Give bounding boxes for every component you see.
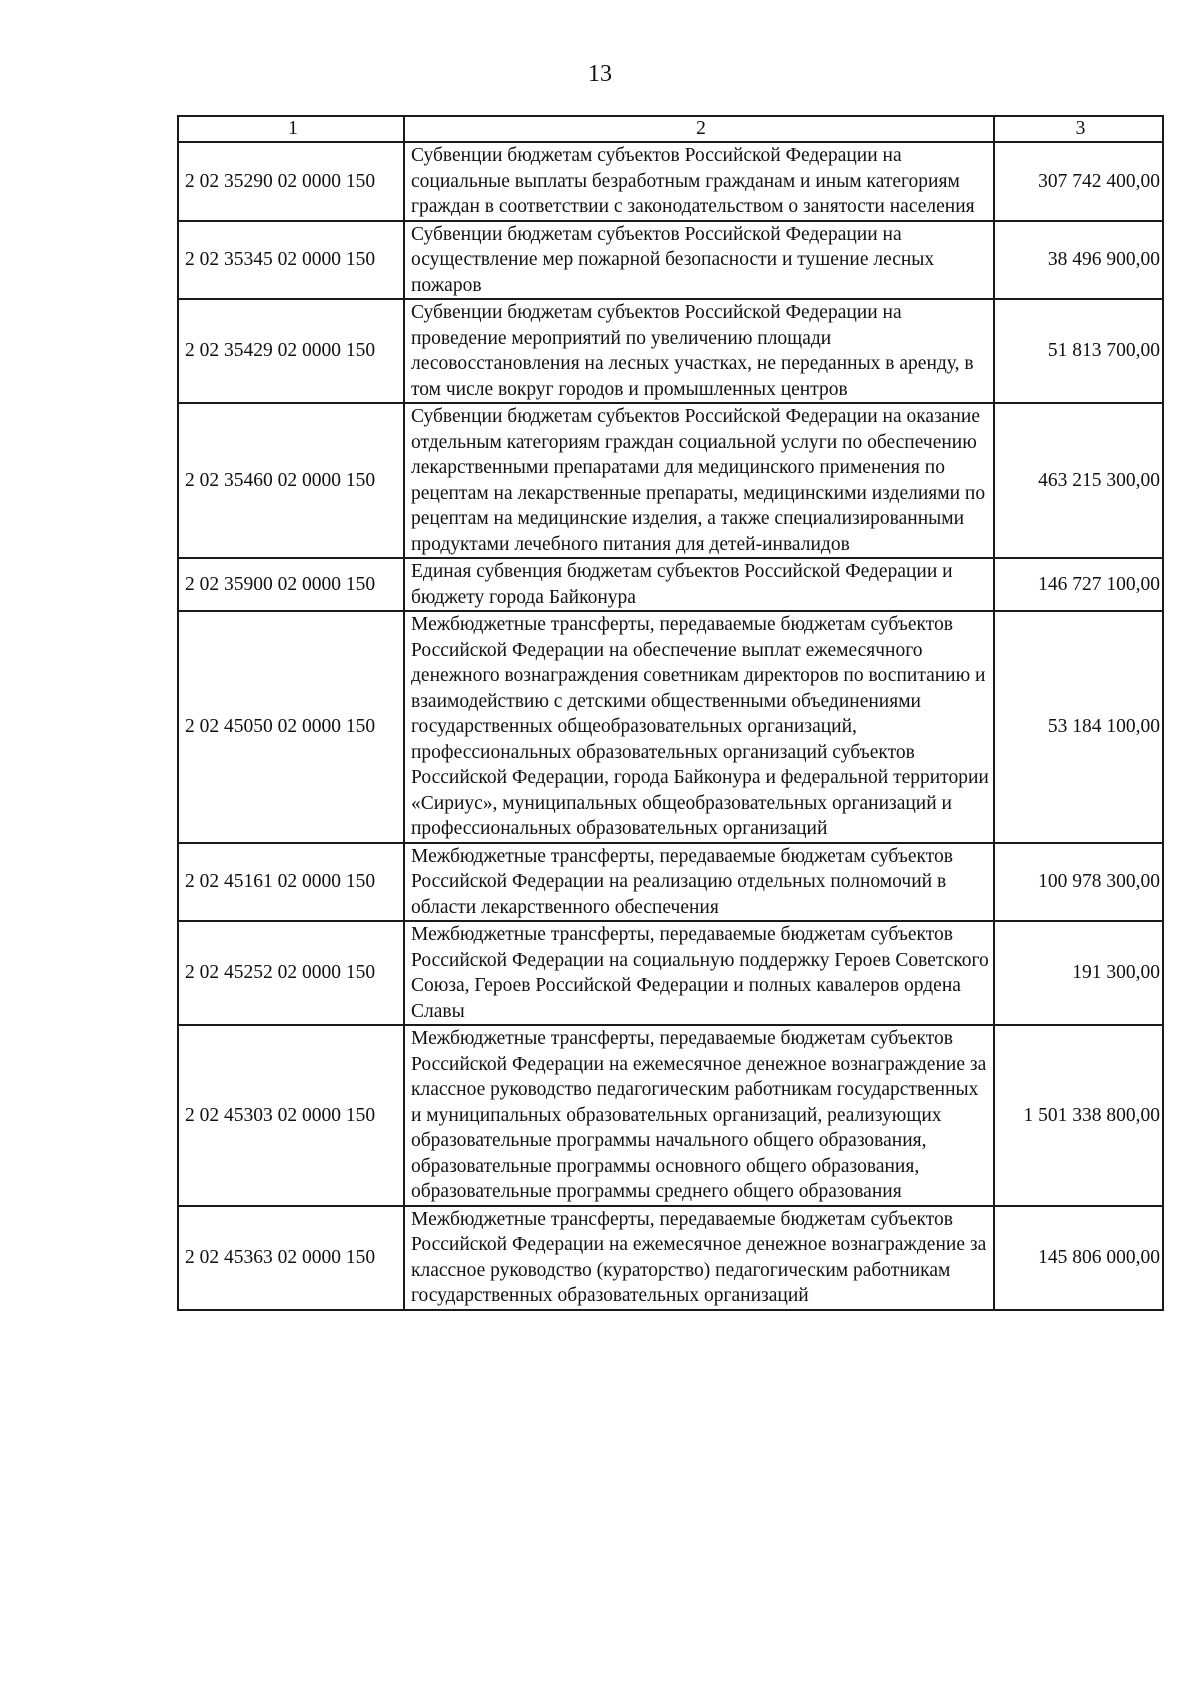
row-name: Межбюджетные трансферты, передаваемые бюджетам субъектов Российской Федерации на обеспечение выплат ежемесячного денежного вознаграждения советникам директоров по воспитанию и взаимодействию с детскими общественными объединениями государственных общеобразовательных организаций, профессиональных образовательных организаций субъектов Российской Федерации, города Байконура и федеральной территории «Сириус», муниципальных общеобразовательных организаций и профессиональных образовательных организаций — [404, 611, 994, 843]
row-amount: 191 300,00 — [994, 921, 1163, 1025]
row-code: 2 02 45161 02 0000 150 — [178, 843, 404, 922]
row-amount: 463 215 300,00 — [994, 403, 1163, 558]
row-code: 2 02 35290 02 0000 150 — [178, 142, 404, 221]
table-row — [178, 558, 1163, 611]
table-row — [178, 611, 1163, 843]
page-number: 13 — [588, 61, 612, 87]
row-amount: 51 813 700,00 — [994, 299, 1163, 403]
row-name: Межбюджетные трансферты, передаваемые бюджетам субъектов Российской Федерации на ежемесячное денежное вознаграждение за классное руководство (кураторство) педагогическим работникам государственных образовательных организаций — [404, 1206, 994, 1310]
row-code: 2 02 35429 02 0000 150 — [178, 299, 404, 403]
row-code: 2 02 35900 02 0000 150 — [178, 558, 404, 611]
row-amount: 38 496 900,00 — [994, 221, 1163, 300]
row-name: Субвенции бюджетам субъектов Российской Федерации на оказание отдельным категориям граждан социальной услуги по обеспечению лекарственными препаратами для медицинского применения по рецептам на лекарственные препараты, медицинскими изделиями по рецептам на медицинские изделия, а также специализированными продуктами лечебного питания для детей-инвалидов — [404, 403, 994, 558]
row-amount: 1 501 338 800,00 — [994, 1025, 1163, 1206]
table-row — [178, 403, 1163, 558]
budget-table — [177, 115, 1164, 1311]
row-amount: 145 806 000,00 — [994, 1206, 1163, 1310]
row-code: 2 02 45303 02 0000 150 — [178, 1025, 404, 1206]
row-name: Межбюджетные трансферты, передаваемые бюджетам субъектов Российской Федерации на социальную поддержку Героев Советского Союза, Героев Российской Федерации и полных кавалеров ордена Славы — [404, 921, 994, 1025]
row-amount: 307 742 400,00 — [994, 142, 1163, 221]
row-name: Межбюджетные трансферты, передаваемые бюджетам субъектов Российской Федерации на ежемесячное денежное вознаграждение за классное руководство педагогическим работникам государственных и муниципальных образовательных организаций, реализующих образовательные программы начального общего образования, образовательные программы основного общего образования, образовательные программы среднего общего образования — [404, 1025, 994, 1206]
row-name: Межбюджетные трансферты, передаваемые бюджетам субъектов Российской Федерации на реализацию отдельных полномочий в области лекарственного обеспечения — [404, 843, 994, 922]
row-name: Субвенции бюджетам субъектов Российской Федерации на проведение мероприятий по увеличению площади лесовосстановления на лесных участках, не переданных в аренду, в том числе вокруг городов и промышленных центров — [404, 299, 994, 403]
row-code: 2 02 45363 02 0000 150 — [178, 1206, 404, 1310]
table-row — [178, 221, 1163, 300]
header-row — [178, 116, 1163, 142]
row-amount: 146 727 100,00 — [994, 558, 1163, 611]
column-header-amount: 3 — [994, 116, 1163, 142]
row-name: Субвенции бюджетам субъектов Российской Федерации на социальные выплаты безработным гражданам и иным категориям граждан в соответствии с законодательством о занятости населения — [404, 142, 994, 221]
table-row — [178, 1206, 1163, 1310]
row-code: 2 02 45050 02 0000 150 — [178, 611, 404, 843]
row-name: Единая субвенция бюджетам субъектов Российской Федерации и бюджету города Байконура — [404, 558, 994, 611]
row-code: 2 02 35460 02 0000 150 — [178, 403, 404, 558]
row-amount: 53 184 100,00 — [994, 611, 1163, 843]
table-row — [178, 843, 1163, 922]
table-row — [178, 299, 1163, 403]
row-name: Субвенции бюджетам субъектов Российской Федерации на осуществление мер пожарной безопасности и тушение лесных пожаров — [404, 221, 994, 300]
column-header-code: 1 — [178, 116, 404, 142]
column-header-name: 2 — [404, 116, 994, 142]
table-row — [178, 921, 1163, 1025]
row-code: 2 02 35345 02 0000 150 — [178, 221, 404, 300]
table-row — [178, 1025, 1163, 1206]
row-amount: 100 978 300,00 — [994, 843, 1163, 922]
row-code: 2 02 45252 02 0000 150 — [178, 921, 404, 1025]
table-row — [178, 142, 1163, 221]
